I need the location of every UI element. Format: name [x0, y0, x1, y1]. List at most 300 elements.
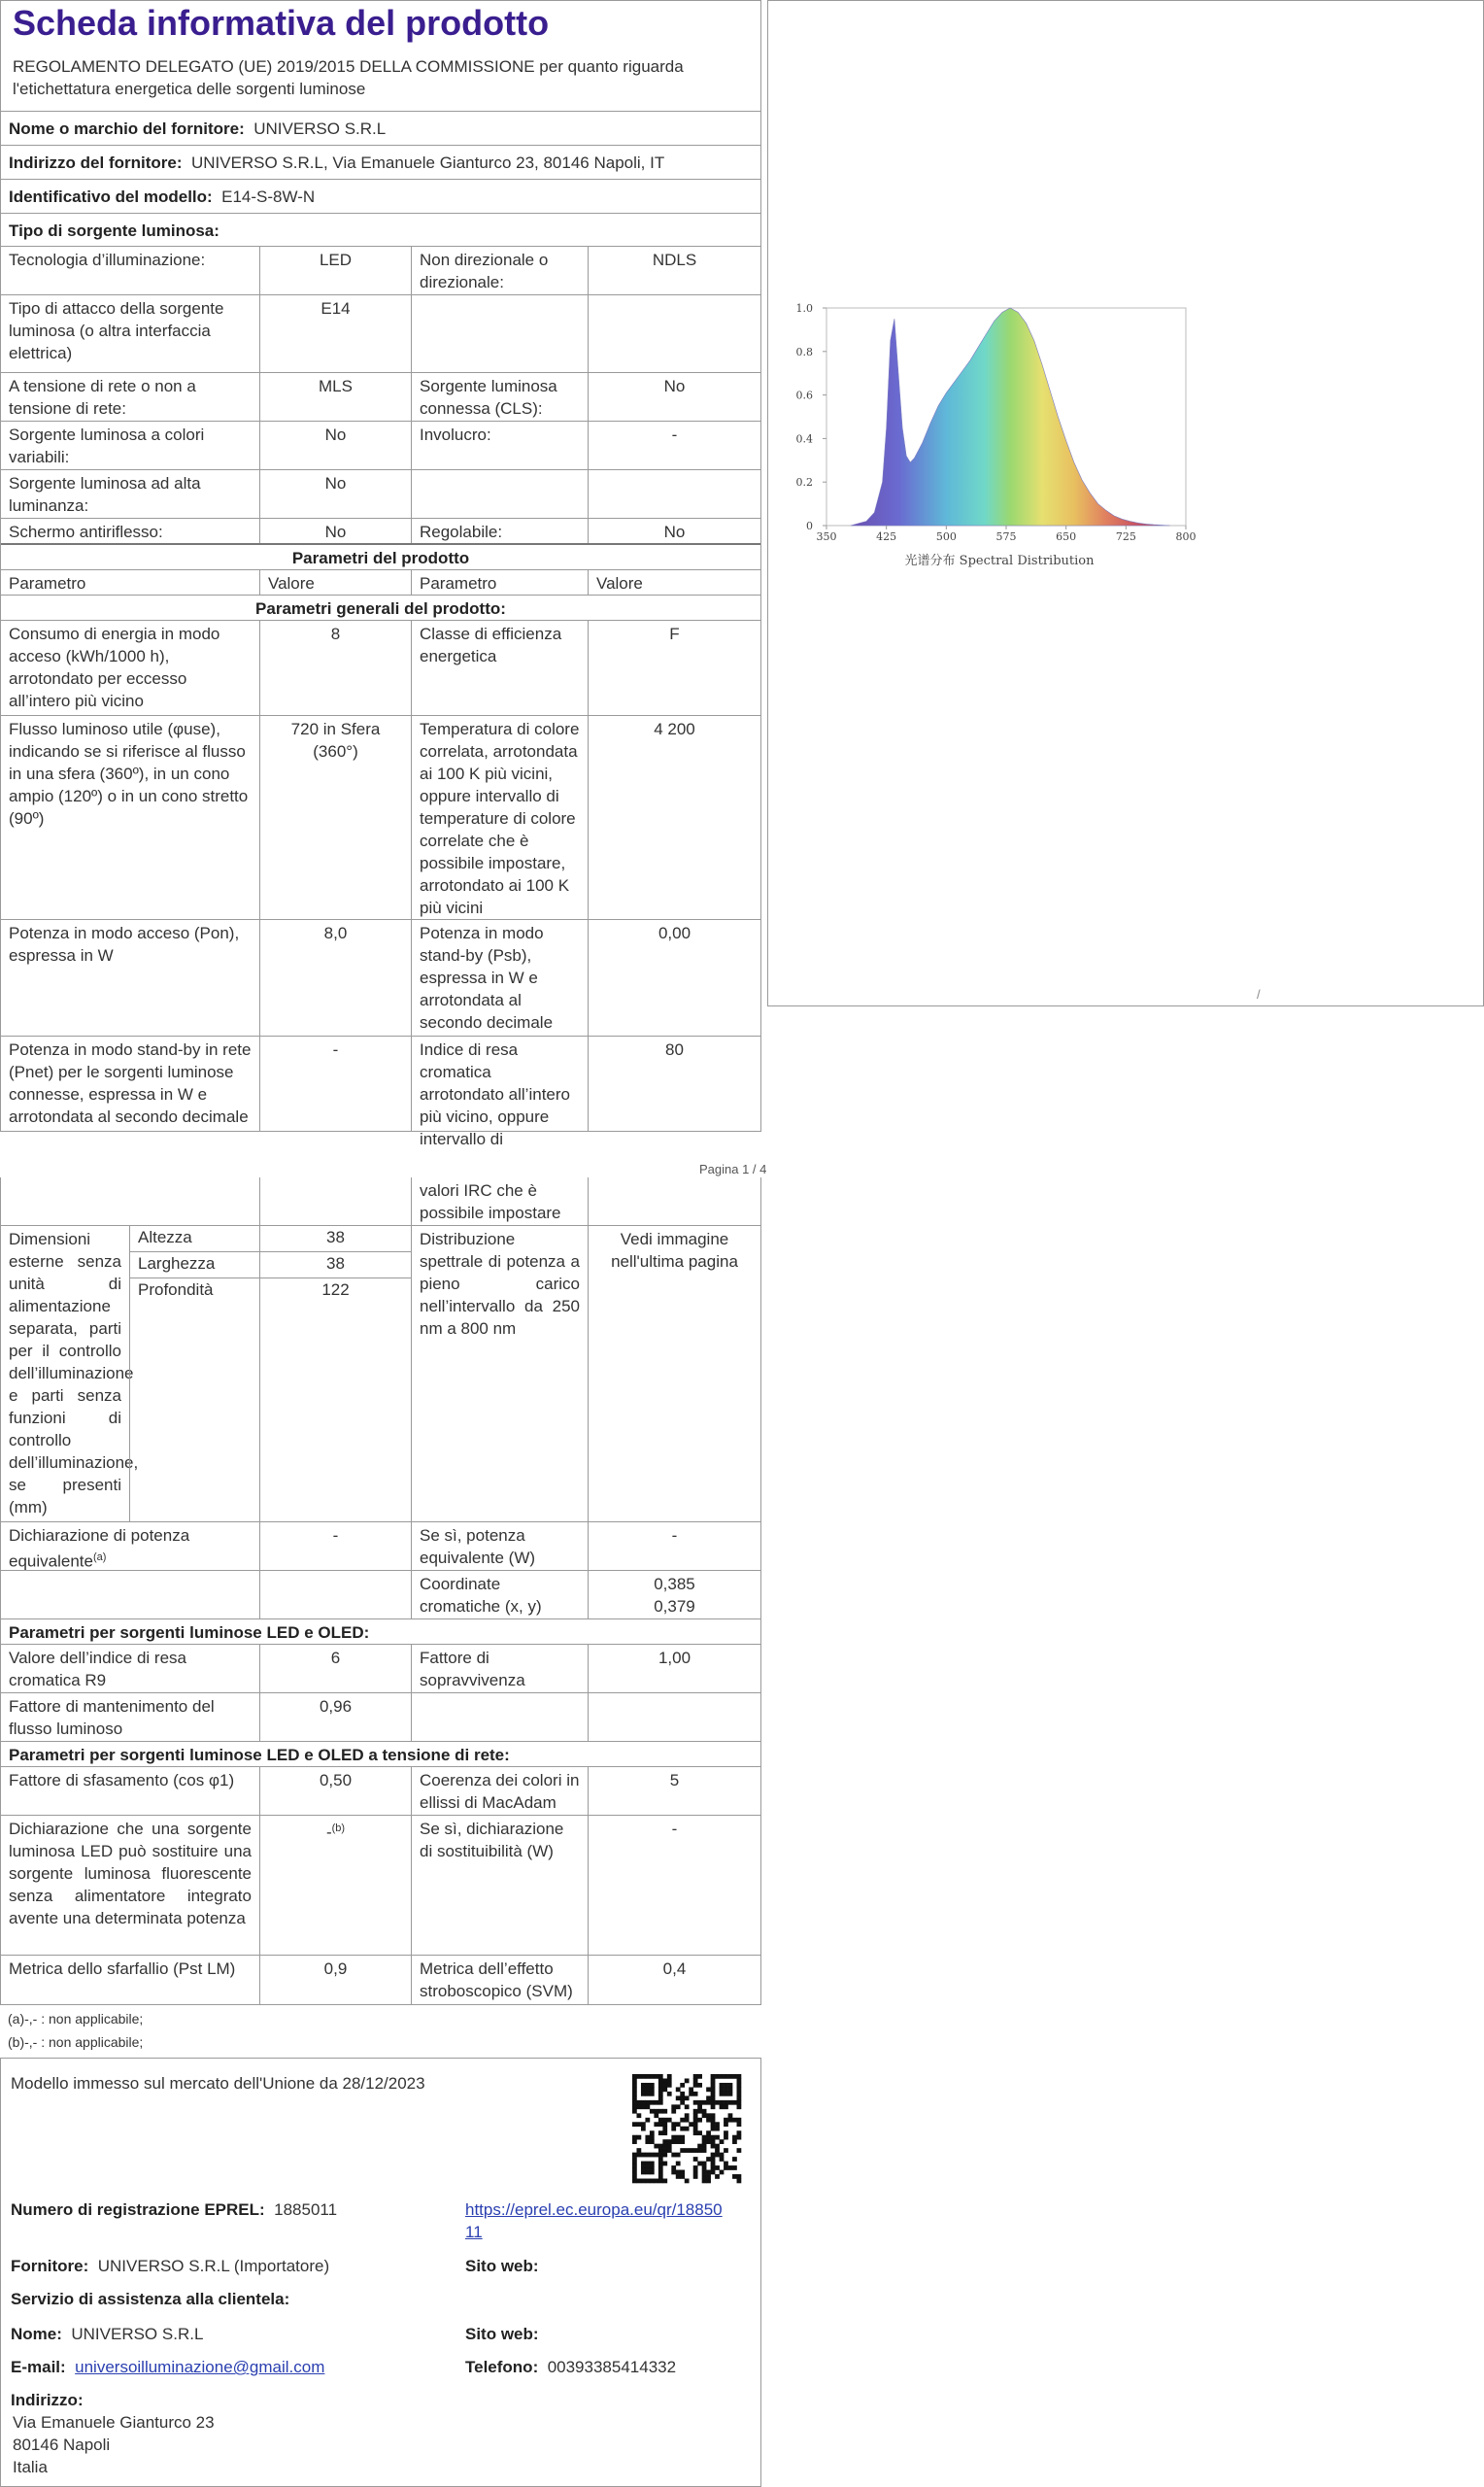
page2-table	[0, 1177, 761, 2005]
qr-module	[636, 2122, 641, 2127]
source-param2: Non direzionale o direzionale:	[411, 247, 588, 294]
qr-code	[632, 2074, 741, 2183]
equiv-w-value: -	[588, 1522, 760, 1570]
qr-module	[632, 2100, 637, 2105]
qr-module	[662, 2162, 667, 2166]
qr-module	[737, 2083, 742, 2088]
qr-module	[636, 2153, 641, 2158]
name-label: Nome:	[11, 2325, 62, 2343]
qr-module	[711, 2139, 716, 2144]
qr-module	[702, 2139, 707, 2144]
qr-module	[650, 2083, 655, 2088]
general-value: -	[259, 1037, 411, 1131]
qr-module	[654, 2144, 658, 2149]
qr-module	[671, 2135, 676, 2140]
qr-module	[632, 2122, 637, 2127]
info-panel	[0, 2058, 761, 2487]
qr-module	[724, 2130, 728, 2135]
height-value: 38	[260, 1226, 411, 1252]
source-param2	[411, 295, 588, 372]
qr-module	[737, 2179, 742, 2184]
regulation-text: REGOLAMENTO DELEGATO (UE) 2019/2015 DELLA COMMISSIONE per quanto riguarda l'etichettatura energetica delle sorgenti luminose	[13, 57, 684, 98]
supplier-address-value: UNIVERSO S.R.L, Via Emanuele Gianturco 23, 80146 Napoli, IT	[190, 153, 665, 172]
qr-module	[711, 2122, 716, 2127]
strobo-value: 0,4	[588, 1956, 760, 2004]
qr-module	[680, 2092, 685, 2096]
qr-module	[641, 2162, 646, 2166]
replace-row	[1, 1816, 760, 1956]
qr-module	[632, 2139, 637, 2144]
general-param: Flusso luminoso utile (φuse), indicando se si riferisce al flusso in una sfera (360º), in un cono ampio (120º) o in un cono stretto (90º)	[9, 720, 249, 828]
cos-label: Fattore di sfasamento (cos φ1)	[9, 1771, 235, 1789]
qr-module	[697, 2130, 702, 2135]
qr-module	[662, 2179, 667, 2184]
qr-module	[636, 2148, 641, 2153]
qr-module	[693, 2170, 698, 2175]
survival-value: 1,00	[588, 1645, 760, 1692]
equiv-w-label: Se sì, potenza equivalente (W)	[411, 1522, 588, 1570]
qr-module	[671, 2109, 676, 2114]
general-row	[1, 1037, 760, 1148]
source-value2	[588, 470, 760, 518]
footnote-a: (a)-,- : non applicabile;	[8, 2011, 144, 2027]
supplier-name-row	[1, 112, 760, 146]
qr-module	[641, 2179, 646, 2184]
qr-module	[711, 2127, 716, 2131]
qr-module	[658, 2174, 663, 2179]
qr-module	[685, 2095, 690, 2100]
qr-module	[685, 2113, 690, 2118]
qr-module	[636, 2135, 641, 2140]
qr-module	[676, 2162, 681, 2166]
qr-module	[724, 2122, 728, 2127]
height-label: Altezza	[130, 1226, 259, 1252]
qr-module	[737, 2135, 742, 2140]
qr-module	[720, 2157, 725, 2162]
email-label: E-mail:	[11, 2358, 66, 2376]
qr-module	[689, 2122, 693, 2127]
qr-module	[676, 2153, 681, 2158]
qr-module	[693, 2109, 698, 2114]
qr-module	[711, 2087, 716, 2092]
qr-module	[658, 2122, 663, 2127]
qr-module	[711, 2162, 716, 2166]
qr-module	[693, 2127, 698, 2131]
qr-module	[706, 2130, 711, 2135]
source-value: E14	[259, 295, 411, 372]
qr-module	[676, 2170, 681, 2175]
source-value: MLS	[259, 373, 411, 421]
qr-module	[706, 2095, 711, 2100]
general-heading-row	[1, 596, 760, 621]
qr-module	[737, 2087, 742, 2092]
qr-module	[654, 2074, 658, 2079]
replace-footnote: (b)	[331, 1823, 346, 1834]
qr-module	[676, 2174, 681, 2179]
qr-module	[641, 2104, 646, 2109]
source-row	[1, 295, 760, 373]
name-value: UNIVERSO S.R.L	[71, 2325, 204, 2343]
qr-module	[658, 2078, 663, 2083]
qr-module	[720, 2087, 725, 2092]
qr-module	[697, 2104, 702, 2109]
qr-module	[702, 2162, 707, 2166]
qr-module	[685, 2148, 690, 2153]
strobo-label: Metrica dell’effetto stroboscopico (SVM)	[411, 1956, 588, 2004]
page-title: Scheda informativa del prodotto	[13, 3, 550, 43]
source-row	[1, 247, 760, 295]
qr-module	[676, 2087, 681, 2092]
qr-module	[667, 2148, 672, 2153]
qr-module	[706, 2157, 711, 2162]
supplier-name-value: UNIVERSO S.R.L	[253, 119, 387, 138]
qr-module	[636, 2113, 641, 2118]
x-tick-label: 650	[1056, 530, 1077, 543]
source-row	[1, 422, 760, 470]
qr-module	[693, 2157, 698, 2162]
qr-module	[645, 2179, 650, 2184]
qr-module	[667, 2144, 672, 2149]
source-value2	[588, 295, 760, 372]
qr-module	[715, 2100, 720, 2105]
qr-module	[706, 2113, 711, 2118]
qr-module	[676, 2104, 681, 2109]
x-tick-label: 500	[935, 530, 957, 543]
qr-module	[645, 2162, 650, 2166]
general-value: 8,0	[259, 920, 411, 1036]
model-row	[1, 180, 760, 214]
qr-module	[650, 2165, 655, 2170]
qr-module	[689, 2148, 693, 2153]
qr-module	[697, 2144, 702, 2149]
qr-module	[711, 2165, 716, 2170]
qr-module	[641, 2170, 646, 2175]
qr-module	[737, 2130, 742, 2135]
source-value2: -	[588, 422, 760, 469]
qr-module	[737, 2095, 742, 2100]
qr-module	[702, 2170, 707, 2175]
eprel-label: Numero di registrazione EPREL:	[11, 2200, 265, 2219]
qr-module	[641, 2087, 646, 2092]
qr-module	[720, 2104, 725, 2109]
qr-module	[737, 2092, 742, 2096]
spd-value: Vedi immagine nell'ultima pagina	[588, 1226, 760, 1521]
source-param: A tensione di rete o non a tensione di rete:	[9, 377, 196, 418]
qr-module	[732, 2165, 737, 2170]
mains-heading-row	[1, 1742, 760, 1767]
address-line2: 80146 Napoli	[13, 2436, 111, 2454]
supplier-value: UNIVERSO S.R.L (Importatore)	[97, 2257, 330, 2275]
qr-module	[706, 2135, 711, 2140]
qr-module	[715, 2153, 720, 2158]
qr-module	[676, 2095, 681, 2100]
qr-module	[632, 2170, 637, 2175]
qr-module	[671, 2139, 676, 2144]
general-value2: 80	[588, 1037, 760, 1131]
qr-module	[732, 2118, 737, 2123]
phone-value: 00393385414332	[547, 2358, 677, 2376]
qr-module	[706, 2174, 711, 2179]
general-param2: Temperatura di colore correlata, arrotondata ai 100 K più vicini, oppure intervallo di temperature di colore correlate che è possibile impostare, arrotondato ai 100 K più vicini	[411, 716, 588, 919]
qr-module	[632, 2074, 637, 2079]
x-tick-label: 425	[876, 530, 897, 543]
chroma-row	[1, 1571, 760, 1619]
qr-module	[671, 2153, 676, 2158]
qr-module	[658, 2148, 663, 2153]
qr-module	[728, 2083, 733, 2088]
page-mark: /	[1257, 987, 1261, 1002]
eprel-value: 1885011	[274, 2200, 338, 2219]
qr-module	[728, 2074, 733, 2079]
footnote-b: (b)-,- : non applicabile;	[8, 2034, 144, 2050]
qr-module	[689, 2092, 693, 2096]
qr-module	[702, 2174, 707, 2179]
led-heading: Parametri per sorgenti luminose LED e OLED:	[9, 1623, 370, 1642]
qr-module	[650, 2074, 655, 2079]
width-value: 38	[260, 1252, 411, 1278]
source-type-row	[1, 214, 760, 247]
source-value: No	[259, 422, 411, 469]
qr-module	[711, 2092, 716, 2096]
address-line3: Italia	[13, 2458, 48, 2476]
source-value2: NDLS	[588, 247, 760, 294]
equiv-value: -	[259, 1522, 411, 1570]
y-tick-label: 0.6	[795, 389, 813, 402]
led-heading-row	[1, 1619, 760, 1645]
qr-module	[658, 2162, 663, 2166]
qr-module	[662, 2118, 667, 2123]
qr-module	[632, 2162, 637, 2166]
survival-label: Fattore di sopravvivenza	[411, 1645, 588, 1692]
qr-module	[676, 2139, 681, 2144]
source-value: No	[259, 470, 411, 518]
website-label: Sito web:	[465, 2257, 539, 2275]
qr-module	[693, 2122, 698, 2127]
qr-module	[645, 2087, 650, 2092]
qr-module	[697, 2148, 702, 2153]
qr-module	[650, 2092, 655, 2096]
qr-module	[645, 2104, 650, 2109]
qr-module	[680, 2083, 685, 2088]
source-param: Tecnologia d’illuminazione:	[9, 251, 206, 269]
email-link[interactable]: universoilluminazione@gmail.com	[75, 2358, 325, 2376]
qr-module	[693, 2074, 698, 2079]
qr-module	[662, 2122, 667, 2127]
replace-value: -	[325, 1823, 332, 1842]
qr-module	[693, 2083, 698, 2088]
qr-module	[667, 2092, 672, 2096]
qr-module	[667, 2074, 672, 2079]
qr-module	[658, 2074, 663, 2079]
qr-module	[658, 2100, 663, 2105]
equiv-footnote: (a)	[92, 1551, 107, 1563]
qr-module	[724, 2092, 728, 2096]
qr-module	[654, 2179, 658, 2184]
qr-module	[720, 2074, 725, 2079]
qr-module	[711, 2100, 716, 2105]
qr-module	[641, 2100, 646, 2105]
qr-module	[641, 2153, 646, 2158]
qr-module	[658, 2092, 663, 2096]
qr-module	[650, 2109, 655, 2114]
qr-module	[693, 2118, 698, 2123]
source-param: Sorgente luminosa a colori variabili:	[9, 426, 205, 466]
qr-module	[658, 2170, 663, 2175]
qr-module	[658, 2130, 663, 2135]
qr-module	[737, 2118, 742, 2123]
x-tick-label: 800	[1175, 530, 1197, 543]
qr-module	[711, 2113, 716, 2118]
r9-label: Valore dell’indice di resa cromatica R9	[9, 1649, 187, 1689]
qr-module	[658, 2109, 663, 2114]
qr-module	[697, 2162, 702, 2166]
qr-module	[685, 2127, 690, 2131]
cri-continuation: valori IRC che è possibile impostare	[411, 1177, 588, 1225]
replace-w-label: Se sì, dichiarazione di sostituibilità (W)	[411, 1816, 588, 1955]
general-param2: Potenza in modo stand-by (Psb), espressa in W e arrotondata al secondo decimale	[411, 920, 588, 1036]
address-line1: Via Emanuele Gianturco 23	[13, 2413, 215, 2432]
qr-module	[676, 2122, 681, 2127]
col-value-header: Valore	[259, 570, 411, 595]
qr-module	[645, 2092, 650, 2096]
qr-module	[650, 2135, 655, 2140]
general-value: 8	[259, 621, 411, 715]
qr-module	[645, 2100, 650, 2105]
r9-value: 6	[259, 1645, 411, 1692]
depth-label: Profondità	[138, 1280, 214, 1299]
qr-module	[693, 2078, 698, 2083]
y-tick-label: 0	[806, 520, 813, 532]
general-param2: Indice di resa cromatica arrotondato all’intero più vicino, oppure intervallo di	[411, 1037, 588, 1131]
chroma-y: 0,379	[654, 1597, 695, 1616]
chroma-x: 0,385	[654, 1575, 695, 1593]
qr-module	[658, 2144, 663, 2149]
qr-module	[650, 2087, 655, 2092]
qr-module	[658, 2157, 663, 2162]
qr-module	[680, 2100, 685, 2105]
qr-module	[737, 2078, 742, 2083]
general-param: Potenza in modo stand-by in rete (Pnet) per le sorgenti luminose connesse, espressa in W e arrotondata al secondo decimale	[9, 1040, 252, 1126]
qr-module	[693, 2130, 698, 2135]
qr-module	[711, 2135, 716, 2140]
qr-module	[680, 2135, 685, 2140]
qr-module	[662, 2109, 667, 2114]
col-param-header: Parametro	[9, 574, 86, 593]
qr-module	[732, 2157, 737, 2162]
general-row	[1, 621, 760, 716]
qr-module	[702, 2179, 707, 2184]
general-row	[1, 716, 760, 920]
phone-label: Telefono:	[465, 2358, 539, 2376]
qr-module	[711, 2104, 716, 2109]
qr-module	[715, 2074, 720, 2079]
column-header-row	[1, 570, 760, 596]
continuation-row	[1, 1177, 760, 1226]
spectrum-chart	[768, 1, 1483, 1005]
qr-module	[720, 2100, 725, 2105]
qr-module	[632, 2174, 637, 2179]
qr-module	[650, 2153, 655, 2158]
qr-module	[662, 2153, 667, 2158]
qr-module	[732, 2100, 737, 2105]
qr-module	[715, 2135, 720, 2140]
qr-module	[702, 2109, 707, 2114]
qr-module	[711, 2095, 716, 2100]
qr-module	[697, 2074, 702, 2079]
qr-module	[632, 2095, 637, 2100]
dimensions-row	[1, 1226, 760, 1522]
qr-module	[662, 2139, 667, 2144]
qr-module	[728, 2165, 733, 2170]
eprel-link[interactable]: https://eprel.ec.europa.eu/qr/1885011	[465, 2200, 723, 2241]
qr-module	[737, 2122, 742, 2127]
qr-module	[650, 2139, 655, 2144]
qr-module	[702, 2165, 707, 2170]
qr-module	[711, 2153, 716, 2158]
x-tick-label: 725	[1115, 530, 1136, 543]
qr-module	[680, 2139, 685, 2144]
qr-module	[667, 2118, 672, 2123]
qr-module	[645, 2074, 650, 2079]
qr-module	[641, 2165, 646, 2170]
qr-module	[720, 2083, 725, 2088]
qr-module	[728, 2087, 733, 2092]
qr-module	[632, 2092, 637, 2096]
qr-module	[720, 2139, 725, 2144]
qr-module	[680, 2118, 685, 2123]
y-tick-label: 0.2	[795, 476, 813, 490]
qr-module	[650, 2130, 655, 2135]
qr-module	[724, 2083, 728, 2088]
header-block	[1, 1, 760, 112]
qr-module	[645, 2118, 650, 2123]
page1-table	[0, 0, 761, 1148]
chart-x-axis-label: 光谱分布 Spectral Distribution	[904, 554, 1095, 568]
qr-module	[662, 2087, 667, 2092]
spectrum-panel	[767, 0, 1484, 1006]
x-tick-label: 575	[995, 530, 1017, 543]
qr-module	[662, 2130, 667, 2135]
flicker-label: Metrica dello sfarfallio (Pst LM)	[9, 1959, 236, 1978]
product-params-heading: Parametri del prodotto	[291, 549, 470, 567]
general-row	[1, 920, 760, 1037]
general-param: Consumo di energia in modo acceso (kWh/1000 h), arrotondato per eccesso all’intero più vicino	[9, 625, 220, 710]
source-type-label: Tipo di sorgente luminosa:	[9, 221, 219, 240]
service-label: Servizio di assistenza alla clientela:	[11, 2290, 290, 2308]
qr-module	[650, 2162, 655, 2166]
qr-module	[641, 2127, 646, 2131]
qr-module	[728, 2113, 733, 2118]
source-value2: No	[588, 519, 760, 543]
source-param: Sorgente luminosa ad alta luminanza:	[9, 474, 201, 515]
qr-module	[697, 2118, 702, 2123]
supplier-address-row	[1, 146, 760, 180]
qr-module	[667, 2139, 672, 2144]
source-value: LED	[259, 247, 411, 294]
qr-module	[658, 2087, 663, 2092]
qr-module	[645, 2139, 650, 2144]
qr-module	[685, 2104, 690, 2109]
qr-module	[685, 2179, 690, 2184]
qr-module	[680, 2148, 685, 2153]
qr-module	[697, 2109, 702, 2114]
qr-module	[737, 2174, 742, 2179]
qr-module	[715, 2165, 720, 2170]
qr-module	[711, 2083, 716, 2088]
qr-module	[706, 2087, 711, 2092]
dimensions-label: Dimensioni esterne senza unità di alimentazione separata, parti per il controllo dell’illuminazione e parti senza funzioni di controllo dell’illuminazione, se presenti (mm)	[9, 1230, 139, 1516]
qr-module	[689, 2087, 693, 2092]
